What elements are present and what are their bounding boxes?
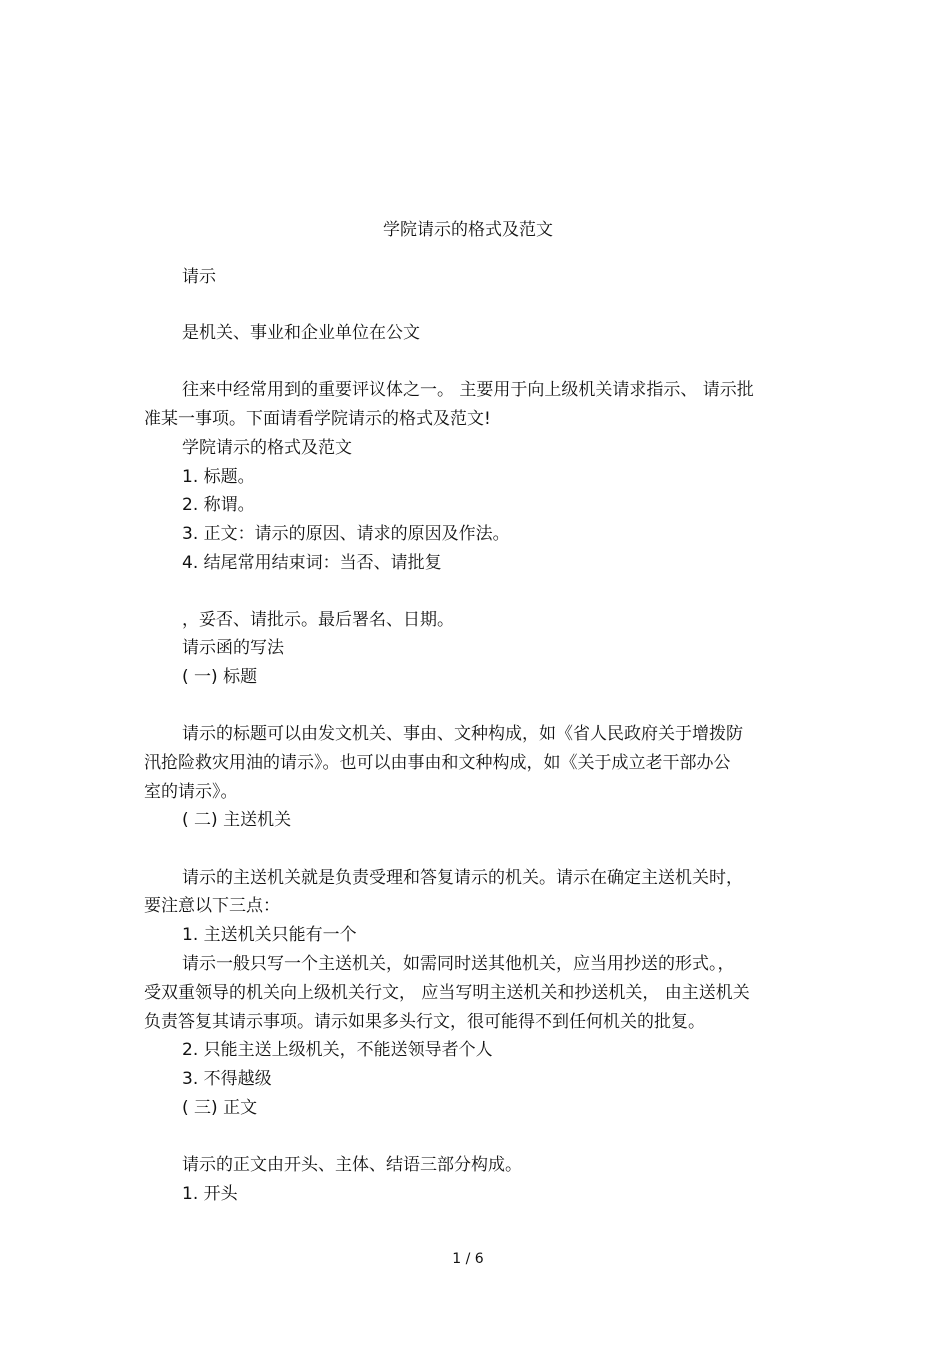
body-line: 汛抢险救灾用油的请示》。也可以由事由和文种构成，如《关于成立老干部办公 xyxy=(144,753,731,773)
body-line: 2. 称谓。 xyxy=(182,495,255,515)
body-line: 请示函的写法 xyxy=(182,638,284,658)
body-line: 要注意以下三点： xyxy=(144,896,280,916)
section-heading: ( 二) 主送机关 xyxy=(182,810,292,830)
body-line: 请示的正文由开头、主体、结语三部分构成。 xyxy=(182,1155,522,1175)
body-line: 室的请示》。 xyxy=(144,782,238,802)
body-line: 负责答复其请示事项。请示如果多头行文，很可能得不到任何机关的批复。 xyxy=(144,1012,705,1032)
body-line: 准某一事项。下面请看学院请示的格式及范文! xyxy=(144,409,491,429)
body-line: 请示的标题可以由发文机关、事由、文种构成，如《省人民政府关于增拨防 xyxy=(182,724,743,744)
body-line: 4. 结尾常用结束词：当否、请批复 xyxy=(182,553,442,573)
body-line: 请示一般只写一个主送机关，如需同时送其他机关，应当用抄送的形式。， xyxy=(182,954,735,974)
body-line: 3. 不得越级 xyxy=(182,1069,272,1089)
body-line: 1. 标题。 xyxy=(182,467,255,487)
body-line: 往来中经常用到的重要评议体之一。 主要用于向上级机关请求指示、 请示批 xyxy=(182,380,754,400)
page-number: 1 / 6 xyxy=(452,1251,484,1267)
body-line: 是机关、事业和企业单位在公文 xyxy=(182,323,420,343)
body-line: 3. 正文：请示的原因、请求的原因及作法。 xyxy=(182,524,510,544)
section-heading: ( 一) 标题 xyxy=(182,667,258,687)
body-line: 请示 xyxy=(182,267,216,287)
body-line: 受双重领导的机关向上级机关行文， 应当写明主送机关和抄送机关， 由主送机关 xyxy=(144,983,750,1003)
body-line: 1. 主送机关只能有一个 xyxy=(182,925,357,945)
document-title: 学院请示的格式及范文 xyxy=(383,220,553,240)
body-line: 1. 开头 xyxy=(182,1184,238,1204)
body-line: ，妥否、请批示。最后署名、日期。 xyxy=(182,610,454,630)
section-heading: ( 三) 正文 xyxy=(182,1098,258,1118)
body-line: 学院请示的格式及范文 xyxy=(182,438,352,458)
body-line: 请示的主送机关就是负责受理和答复请示的机关。请示在确定主送机关时， xyxy=(182,868,743,888)
body-line: 2. 只能主送上级机关，不能送领导者个人 xyxy=(182,1040,493,1060)
